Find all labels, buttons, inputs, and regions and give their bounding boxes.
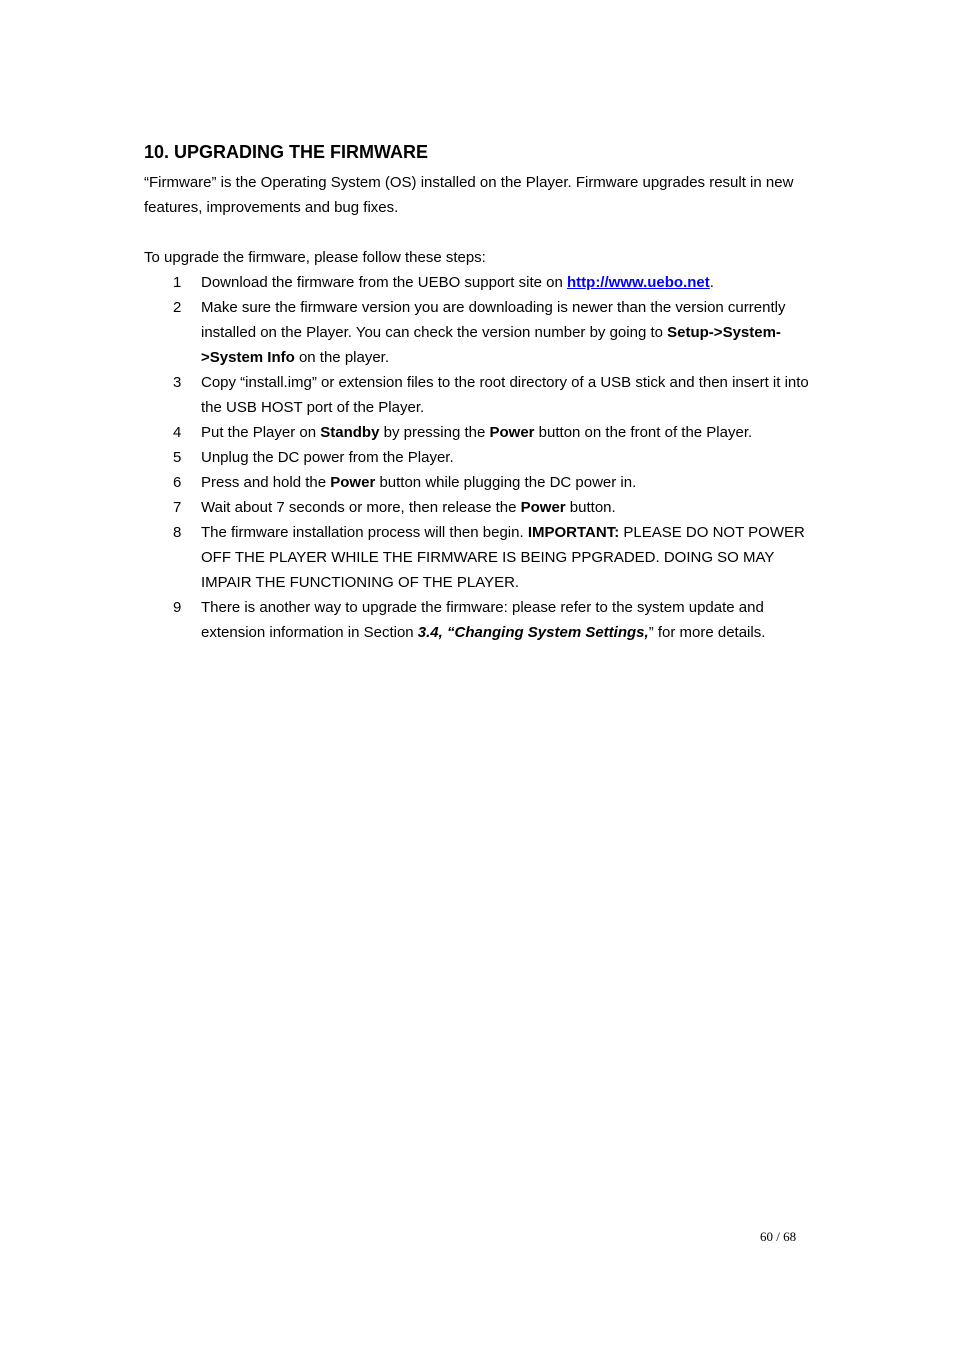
important-label: IMPORTANT: [527, 524, 620, 541]
step-text: Wait about 7 seconds or more, then release the Power button. [201, 499, 616, 516]
list-item [144, 445, 824, 470]
section-heading: 10. UPGRADING THE FIRMWARE [144, 142, 429, 162]
step-number: 2 [173, 299, 182, 316]
list-item [144, 470, 824, 495]
step-number: 1 [173, 274, 182, 291]
step-text: Download the firmware from the UEBO support site on http://www.uebo.net. [201, 274, 714, 291]
step-text: The firmware installation process will then begin. IMPORTANT: PLEASE DO NOT POWER OFF THE PLAYER WHILE THE FIRMWARE IS BEING PPGRADED. DOING SO MAY IMPAIR THE FUNCTIONING OF THE PLAYER. [201, 524, 805, 591]
step-text: Press and hold the Power button while plugging the DC power in. [201, 474, 637, 491]
paragraph-gap [144, 220, 824, 245]
section-reference: 3.4, “Changing System Settings, [417, 624, 649, 641]
document-page [144, 139, 824, 645]
step-text: Make sure the firmware version you are downloading is newer than the version currently installed on the Player. You can check the version number by going to Setup->System->System Info on the player. [201, 299, 786, 366]
step-text: There is another way to upgrade the firmware: please refer to the system update and extension information in Section 3.4, “Changing System Settings,” for more details. [201, 599, 766, 641]
step-text: Put the Player on Standby by pressing the Power button on the front of the Player. [201, 424, 753, 441]
step-number: 7 [173, 499, 182, 516]
steps-list [144, 270, 824, 645]
step-number: 3 [173, 374, 182, 391]
list-item [144, 520, 824, 595]
list-item [144, 595, 824, 645]
uebo-support-link[interactable]: http://www.uebo.net [567, 274, 710, 291]
step-number: 6 [173, 474, 182, 491]
list-item [144, 370, 824, 420]
list-item [144, 495, 824, 520]
step-number: 5 [173, 449, 182, 466]
intro-paragraph: “Firmware” is the Operating System (OS) installed on the Player. Firmware upgrades result in new features, improvements and bug fixes. [144, 174, 794, 216]
steps-intro: To upgrade the firmware, please follow these steps: [144, 249, 486, 266]
step-number: 9 [173, 599, 182, 616]
step-number: 8 [173, 524, 182, 541]
menu-path: Setup->System->System Info [201, 324, 781, 366]
step-number: 4 [173, 424, 182, 441]
list-item [144, 270, 824, 295]
list-item [144, 295, 824, 370]
step-text: Unplug the DC power from the Player. [201, 449, 454, 466]
list-item [144, 420, 824, 445]
step-text: Copy “install.img” or extension files to the root directory of a USB stick and then insert it into the USB HOST port of the Player. [201, 374, 809, 416]
page-number: 60 / 68 [760, 1229, 797, 1244]
